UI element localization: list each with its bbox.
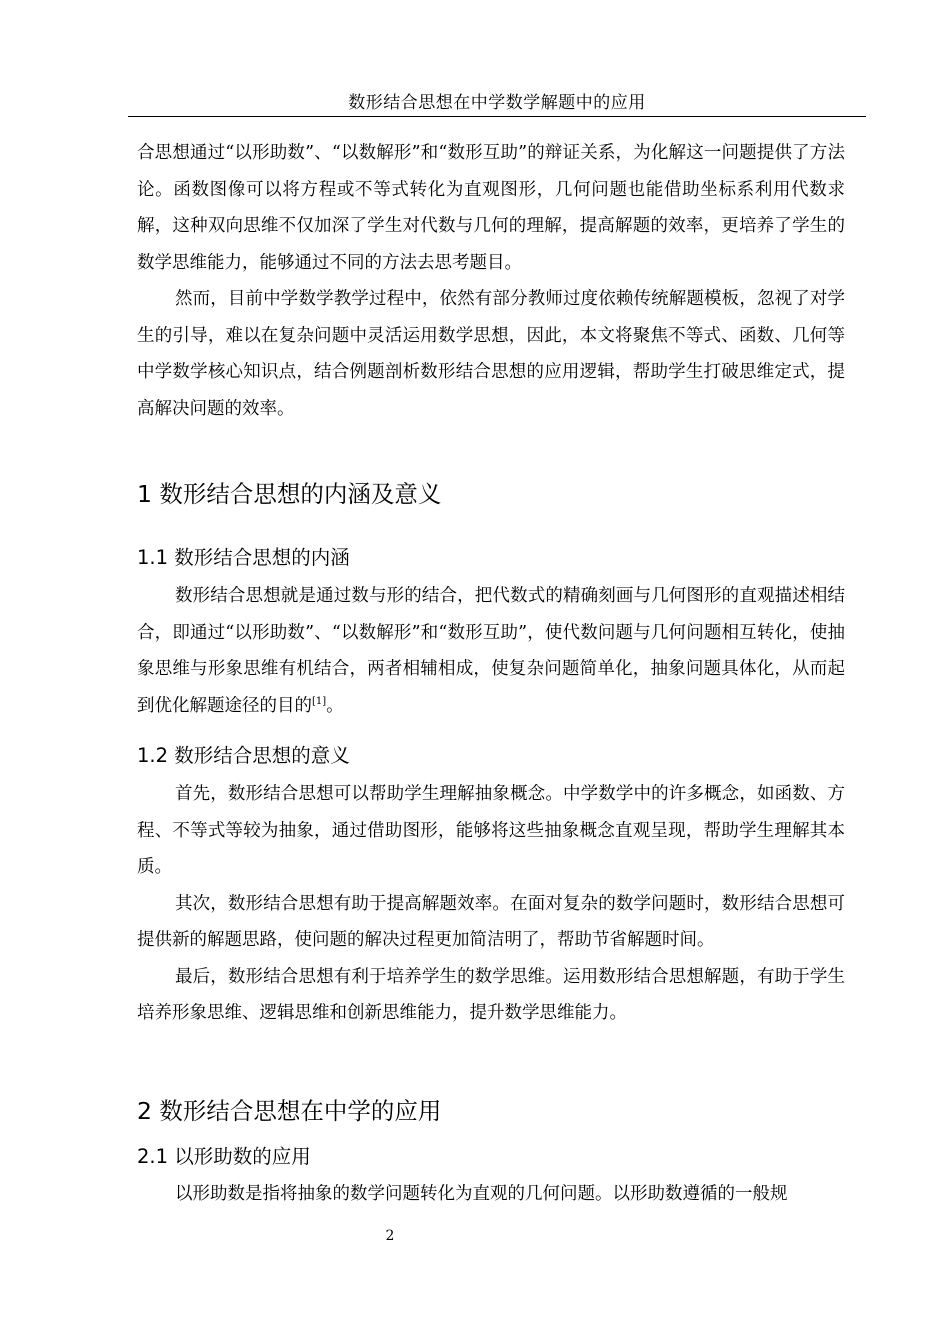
section-1-heading: 1 数形结合思想的内涵及意义 — [137, 480, 442, 508]
intro-paragraph-2: 然而，目前中学数学教学过程中，依然有部分教师过度依赖传统解题模板，忽视了对学生的引导，难以在复杂问题中灵活运用数学思想，因此，本文将聚焦不等式、函数、几何等中学数学核心知识点，结合例题剖析数形结合思想的应用逻辑，帮助学生打破思维定式，提高解决问题的效率。 — [137, 289, 845, 419]
subsection-1-2-paragraph-3: 最后，数形结合思想有利于培养学生的数学思维。运用数形结合思想解题，有助于学生培养形象思维、逻辑思维和创新思维能力，提升数学思维能力。 — [137, 966, 845, 1023]
section-2-heading: 2 数形结合思想在中学的应用 — [137, 1097, 442, 1125]
intro-paragraph-1: 合思想通过“以形助数”、“以数解形”和“数形互助”的辩证关系，为化解这一问题提供了方法论。函数图像可以将方程或不等式转化为直观图形，几何问题也能借助坐标系利用代数求解，这种双向思维不仅加深了学生对代数与几何的理解，提高解题的效率，更培养了学生的数学思维能力，能够通过不同的方法去思考题目。 — [137, 143, 845, 273]
subsection-1-1-heading: 1.1 数形结合思想的内涵 — [137, 546, 350, 569]
subsection-1-2-paragraph-1: 首先，数形结合思想可以帮助学生理解抽象概念。中学数学中的许多概念，如函数、方程、不等式等较为抽象，通过借助图形，能够将这些抽象概念直观呈现，帮助学生理解其本质。 — [137, 784, 845, 877]
subsection-1-1-body — [137, 578, 845, 724]
page-number: 2 — [385, 1228, 395, 1244]
subsection-1-2-paragraph-2: 其次，数形结合思想有助于提高解题效率。在面对复杂的数学问题时，数形结合思想可提供新的解题思路，使问题的解决过程更加简洁明了，帮助节省解题时间。 — [137, 893, 845, 950]
subsection-2-1-heading: 2.1 以形助数的应用 — [137, 1145, 311, 1168]
paragraph-text: 数形结合思想就是通过数与形的结合，把代数式的精确刻画与几何图形的直观描述相结合，即通过“以形助数”、“以数解形”和“数形互助”，使代数问题与几何问题相互转化，使抽象思维与形象思维有机结合，两者相辅相成，使复杂问题简单化，抽象问题具体化，从而起到优化解题途径的目的 — [137, 586, 845, 716]
subsection-1-2-body — [137, 776, 845, 1032]
intro-text — [137, 135, 845, 427]
header-rule — [128, 116, 866, 117]
citation-ref[interactable]: [1] — [312, 695, 327, 707]
subsection-1-1-paragraph — [137, 578, 845, 724]
subsection-2-1-paragraph: 以形助数是指将抽象的数学问题转化为直观的几何问题。以形助数遵循的一般规 — [175, 1184, 788, 1204]
paragraph-end: 。 — [326, 695, 344, 716]
subsection-2-1-body — [137, 1176, 845, 1213]
subsection-1-2-heading: 1.2 数形结合思想的意义 — [137, 744, 350, 767]
running-header: 数形结合思想在中学数学解题中的应用 — [348, 93, 646, 113]
